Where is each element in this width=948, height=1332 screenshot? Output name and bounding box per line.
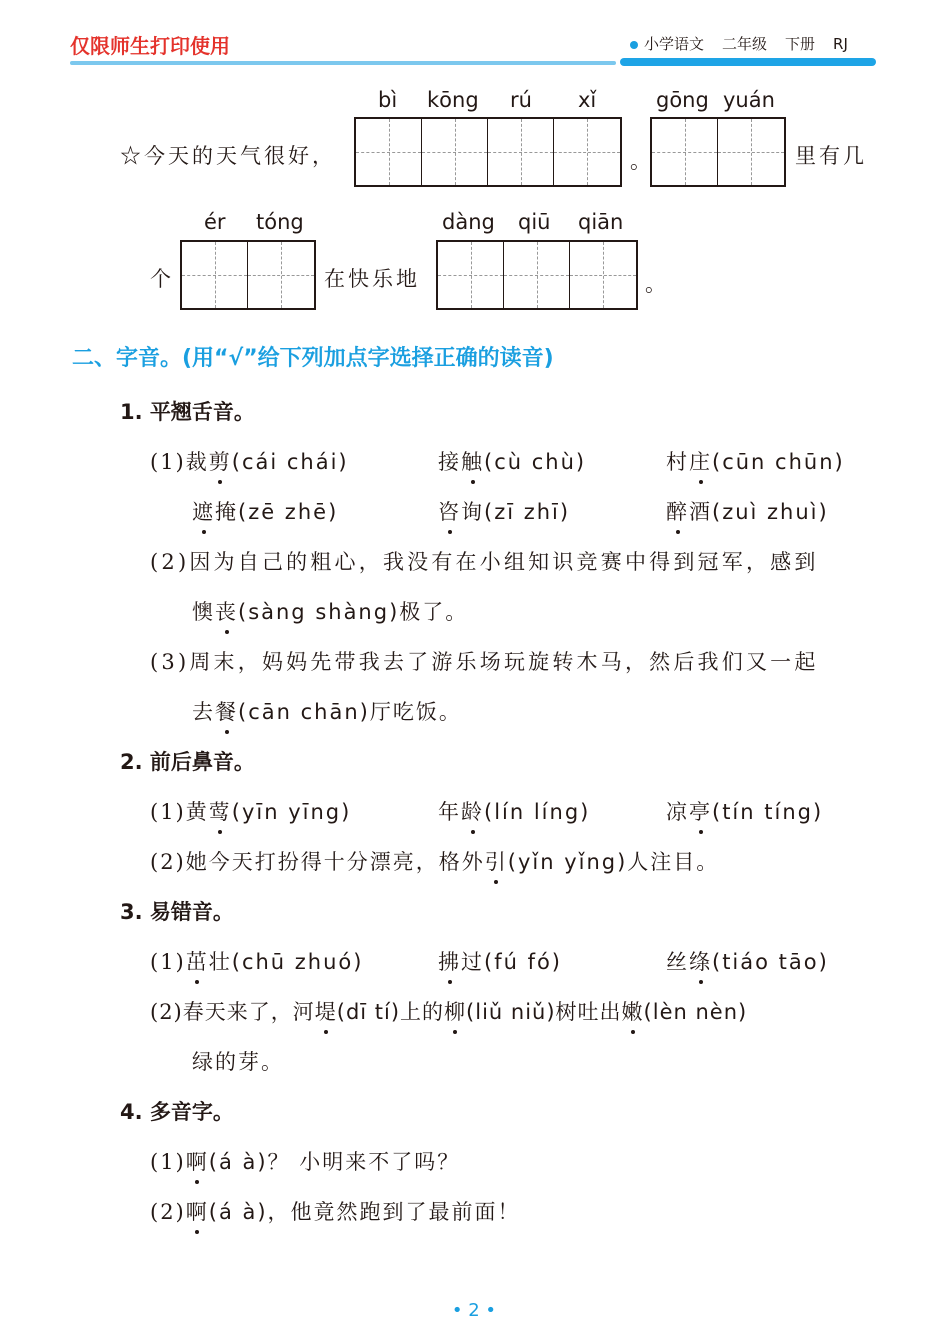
pinyin: qiū — [518, 210, 551, 234]
pinyin: yuán — [723, 88, 775, 112]
subject-label: 小学语文 — [644, 35, 705, 53]
exercise-item: (1)茁壮(chū zhuó) — [150, 946, 363, 976]
writing-grid-2[interactable] — [180, 240, 316, 310]
sentence-text: ☆今天的天气很好， — [120, 144, 336, 168]
volume-label: 下册 — [785, 35, 816, 53]
writing-grid-4[interactable] — [354, 117, 622, 187]
sentence-text: 在快乐地 — [324, 267, 420, 291]
exercise-item: (2)春天来了，河堤(dī tí)上的柳(liǔ niǔ)树吐出嫩(lèn nèn) — [150, 996, 747, 1026]
exercise-item: 拂过(fú fó) — [438, 946, 562, 976]
pinyin: kōng — [427, 88, 479, 112]
period: 。 — [630, 149, 654, 173]
exercise-item: 醉酒(zuì zhuì) — [666, 496, 829, 526]
exercise-item: 年龄(lín líng) — [438, 796, 590, 826]
exercise-item: 绿的芽。 — [192, 1050, 284, 1074]
subsection-title: 2. 前后鼻音。 — [120, 750, 255, 774]
subsection-title: 4. 多音字。 — [120, 1100, 234, 1124]
header-divider-right — [620, 58, 876, 66]
book-info — [630, 33, 848, 54]
exercise-item: (2)因为自己的粗心，我没有在小组知识竞赛中得到冠军，感到 — [150, 550, 819, 574]
exercise-item: (2)啊(á à)，他竟然跑到了最前面！ — [150, 1196, 521, 1226]
writing-grid-3[interactable] — [436, 240, 638, 310]
exercise-item: 去餐(cān chān)厅吃饭。 — [192, 696, 462, 726]
section-title: 二、字音。(用“√”给下列加点字选择正确的读音) — [72, 346, 554, 371]
subsection-title: 1. 平翘舌音。 — [120, 400, 255, 424]
page-number: • 2 • — [451, 1300, 497, 1321]
pinyin: xǐ — [578, 88, 597, 112]
exercise-item: (1)裁剪(cái chái) — [150, 446, 349, 476]
edition-label: RJ — [833, 35, 848, 53]
pinyin: gōng — [656, 88, 709, 112]
grade-label: 二年级 — [722, 35, 768, 53]
exercise-item: 村庄(cūn chūn) — [666, 446, 845, 476]
pinyin: rú — [510, 88, 532, 112]
sentence-text: 里有几 — [795, 144, 867, 168]
exercise-item: 接触(cù chù) — [438, 446, 586, 476]
pinyin: tóng — [256, 210, 304, 234]
exercise-item: 丝绦(tiáo tāo) — [666, 946, 829, 976]
print-notice: 仅限师生打印使用 — [70, 34, 230, 58]
exercise-item: (1)啊(á à)？ 小明来不了吗？ — [150, 1146, 460, 1176]
subsection-title: 3. 易错音。 — [120, 900, 234, 924]
exercise-item: 凉亭(tín tíng) — [666, 796, 823, 826]
header-divider-left — [70, 61, 616, 65]
pinyin: bì — [378, 88, 398, 112]
bullet-dot-icon — [630, 41, 638, 49]
writing-grid-2[interactable] — [650, 117, 786, 187]
exercise-item: (2)她今天打扮得十分漂亮，格外引(yǐn yǐng)人注目。 — [150, 846, 719, 876]
exercise-item: 懊丧(sàng shàng)极了。 — [192, 596, 468, 626]
exercise-item: (1)黄莺(yīn yīng) — [150, 796, 351, 826]
pinyin: dàng — [442, 210, 495, 234]
period: 。 — [645, 272, 669, 296]
sentence-text: 个 — [150, 267, 174, 291]
exercise-item: 遮掩(zē zhē) — [192, 496, 338, 526]
exercise-item: (3)周末，妈妈先带我去了游乐场玩旋转木马，然后我们又一起 — [150, 650, 819, 674]
pinyin: qiān — [578, 210, 624, 234]
exercise-item: 咨询(zī zhī) — [438, 496, 570, 526]
pinyin: ér — [204, 210, 226, 234]
